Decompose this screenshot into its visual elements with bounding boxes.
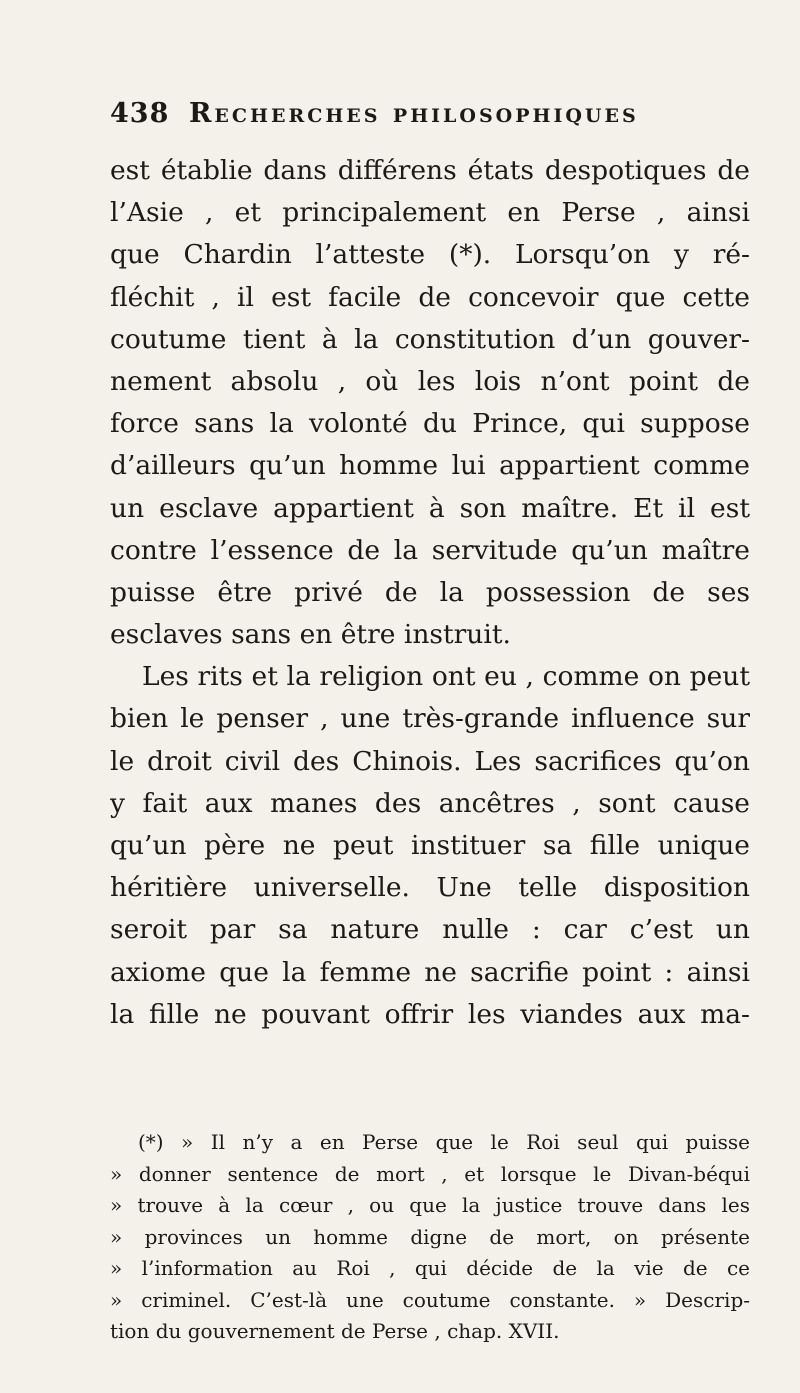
text-line: puisse être privé de la possession de ses	[110, 576, 750, 608]
text-line: bien le penser , une très-grande influence sur	[110, 703, 750, 735]
footnote-line: (*) » Il n’y a en Perse que le Roi seul qui puisse	[138, 1130, 750, 1154]
text-line: la fille ne pouvant offrir les viandes aux ma-	[110, 998, 750, 1030]
running-title: Recherches philosophiques	[188, 98, 639, 129]
page-number: 438	[110, 98, 170, 129]
footnote	[110, 1127, 750, 1348]
text-line: coutume tient à la constitution d’un gouver-	[110, 323, 750, 355]
text-line: que Chardin l’atteste (*). Lorsqu’on y ré-	[110, 239, 750, 271]
footnote-line: » trouve à la cœur , ou que la justice trouve dans les	[110, 1193, 750, 1217]
text-line: seroit par sa nature nulle : car c’est un	[110, 914, 750, 946]
text-line: le droit civil des Chinois. Les sacrifices qu’on	[110, 745, 750, 777]
text-line: l’Asie , et principalement en Perse , ainsi	[110, 197, 750, 229]
text-line: y fait aux manes des ancêtres , sont cause	[110, 787, 750, 819]
text-line: esclaves sans en être instruit.	[110, 619, 511, 651]
text-line: contre l’essence de la servitude qu’un maître	[110, 534, 750, 566]
text-line: un esclave appartient à son maître. Et il est	[110, 492, 750, 524]
page-header	[110, 98, 639, 129]
footnote-line: » l’information au Roi , qui décide de la vie de ce	[110, 1256, 750, 1280]
text-line: fléchit , il est facile de concevoir que cette	[110, 281, 750, 313]
text-line: d’ailleurs qu’un homme lui appartient comme	[110, 450, 750, 482]
text-line: force sans la volonté du Prince, qui suppose	[110, 408, 750, 440]
text-line: nement absolu , où les lois n’ont point de	[110, 365, 750, 397]
text-line: Les rits et la religion ont eu , comme on peut	[142, 661, 750, 693]
text-line: qu’un père ne peut instituer sa fille unique	[110, 830, 750, 861]
main-text	[110, 150, 750, 1036]
text-line: est établie dans différens états despotiques de	[110, 155, 750, 186]
footnote-line: » provinces un homme digne de mort, on présente	[110, 1224, 750, 1249]
text-line: héritière universelle. Une telle disposition	[110, 872, 750, 904]
text-line: axiome que la femme ne sacrifie point : ainsi	[110, 956, 750, 988]
footnote-line: tion du gouvernement de Perse , chap. XVII.	[110, 1319, 560, 1343]
footnote-line: » criminel. C’est-là une coutume constante. » Descrip-	[110, 1287, 750, 1312]
footnote-line: » donner sentence de mort , et lorsque le Divan-béqui	[110, 1161, 750, 1186]
